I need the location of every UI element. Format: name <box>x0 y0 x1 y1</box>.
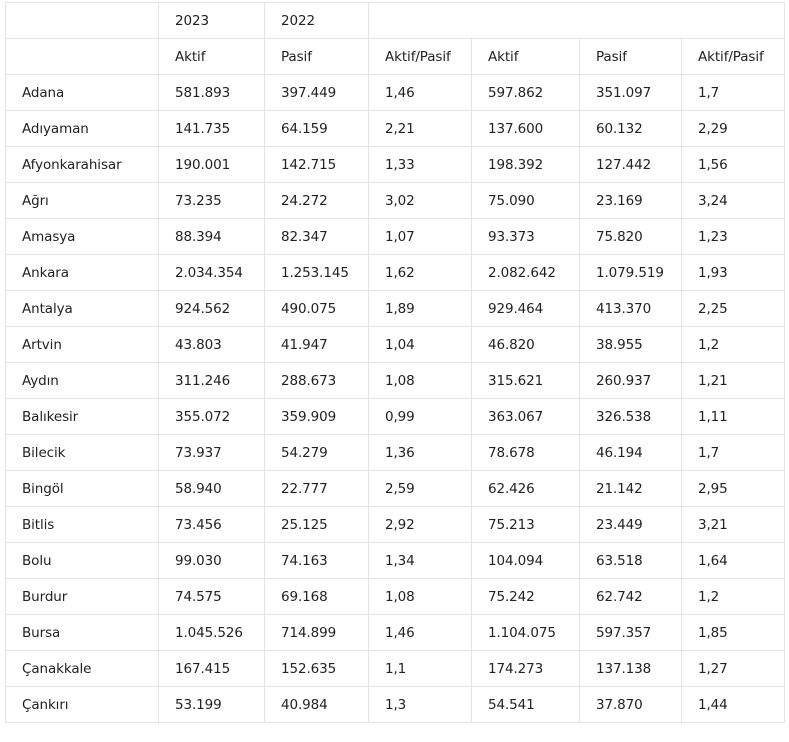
year-2023-header: 2023 <box>159 3 265 39</box>
aktif-2022-cell: 137.600 <box>472 111 580 147</box>
pasif-2023-cell: 41.947 <box>265 327 369 363</box>
ratio-2022-cell: 3,21 <box>682 507 785 543</box>
ratio-2022-cell: 2,95 <box>682 471 785 507</box>
pasif-2023-cell: 69.168 <box>265 579 369 615</box>
ratio-2023-cell: 1,08 <box>369 363 472 399</box>
ratio-2022-cell: 3,24 <box>682 183 785 219</box>
table-row <box>6 327 785 363</box>
ratio-2022-cell: 1,2 <box>682 327 785 363</box>
ratio-2023-cell: 1,33 <box>369 147 472 183</box>
ratio-2023-cell: 2,21 <box>369 111 472 147</box>
column-header: Pasif <box>265 39 369 75</box>
table-row <box>6 219 785 255</box>
aktif-2022-cell: 198.392 <box>472 147 580 183</box>
column-header: Aktif <box>472 39 580 75</box>
aktif-2023-cell: 311.246 <box>159 363 265 399</box>
ratio-2022-cell: 1,7 <box>682 435 785 471</box>
province-cell: Bitlis <box>6 507 159 543</box>
ratio-2022-cell: 2,25 <box>682 291 785 327</box>
pasif-2022-cell: 326.538 <box>580 399 682 435</box>
province-cell: Bursa <box>6 615 159 651</box>
ratio-2022-cell: 1,11 <box>682 399 785 435</box>
aktif-2023-cell: 74.575 <box>159 579 265 615</box>
ratio-2023-cell: 0,99 <box>369 399 472 435</box>
aktif-2022-cell: 1.104.075 <box>472 615 580 651</box>
pasif-2023-cell: 714.899 <box>265 615 369 651</box>
table-row <box>6 291 785 327</box>
province-cell: Ağrı <box>6 183 159 219</box>
pasif-2023-cell: 64.159 <box>265 111 369 147</box>
ratio-2022-cell: 1,7 <box>682 75 785 111</box>
pasif-2022-cell: 413.370 <box>580 291 682 327</box>
table-row <box>6 75 785 111</box>
ratio-2022-cell: 1,85 <box>682 615 785 651</box>
aktif-2022-cell: 597.862 <box>472 75 580 111</box>
table-row <box>6 579 785 615</box>
ratio-2022-cell: 1,27 <box>682 651 785 687</box>
ratio-2022-cell: 2,29 <box>682 111 785 147</box>
year-header-row <box>6 3 785 39</box>
ratio-2023-cell: 1,62 <box>369 255 472 291</box>
ratio-2023-cell: 2,59 <box>369 471 472 507</box>
ratio-2022-cell: 1,2 <box>682 579 785 615</box>
aktif-2022-cell: 75.213 <box>472 507 580 543</box>
ratio-2022-cell: 1,56 <box>682 147 785 183</box>
aktif-2023-cell: 190.001 <box>159 147 265 183</box>
column-header: Pasif <box>580 39 682 75</box>
aktif-2023-cell: 73.937 <box>159 435 265 471</box>
pasif-2022-cell: 75.820 <box>580 219 682 255</box>
aktif-2023-cell: 73.235 <box>159 183 265 219</box>
aktif-2022-cell: 62.426 <box>472 471 580 507</box>
pasif-2023-cell: 1.253.145 <box>265 255 369 291</box>
table-row <box>6 183 785 219</box>
pasif-2023-cell: 74.163 <box>265 543 369 579</box>
aktif-2023-cell: 2.034.354 <box>159 255 265 291</box>
aktif-2022-cell: 104.094 <box>472 543 580 579</box>
ratio-2023-cell: 1,46 <box>369 615 472 651</box>
header-blank-cell <box>6 39 159 75</box>
header-blank-cell <box>369 3 785 39</box>
table-row <box>6 363 785 399</box>
pasif-2022-cell: 127.442 <box>580 147 682 183</box>
aktif-2023-cell: 58.940 <box>159 471 265 507</box>
ratio-2023-cell: 2,92 <box>369 507 472 543</box>
province-cell: Aydın <box>6 363 159 399</box>
pasif-2022-cell: 137.138 <box>580 651 682 687</box>
ratio-2023-cell: 1,04 <box>369 327 472 363</box>
ratio-2023-cell: 1,07 <box>369 219 472 255</box>
table-row <box>6 651 785 687</box>
province-cell: Antalya <box>6 291 159 327</box>
pasif-2022-cell: 23.169 <box>580 183 682 219</box>
province-cell: Ankara <box>6 255 159 291</box>
aktif-2022-cell: 174.273 <box>472 651 580 687</box>
table-row <box>6 435 785 471</box>
aktif-2023-cell: 355.072 <box>159 399 265 435</box>
aktif-2023-cell: 88.394 <box>159 219 265 255</box>
province-cell: Afyonkarahisar <box>6 147 159 183</box>
aktif-2022-cell: 46.820 <box>472 327 580 363</box>
pasif-2022-cell: 38.955 <box>580 327 682 363</box>
table-row <box>6 111 785 147</box>
province-cell: Çankırı <box>6 687 159 723</box>
province-cell: Bolu <box>6 543 159 579</box>
province-cell: Amasya <box>6 219 159 255</box>
aktif-2022-cell: 2.082.642 <box>472 255 580 291</box>
aktif-2022-cell: 929.464 <box>472 291 580 327</box>
pasif-2022-cell: 37.870 <box>580 687 682 723</box>
aktif-2023-cell: 43.803 <box>159 327 265 363</box>
pasif-2022-cell: 23.449 <box>580 507 682 543</box>
province-cell: Artvin <box>6 327 159 363</box>
pasif-2023-cell: 288.673 <box>265 363 369 399</box>
province-cell: Bingöl <box>6 471 159 507</box>
aktif-2022-cell: 75.242 <box>472 579 580 615</box>
aktif-2022-cell: 54.541 <box>472 687 580 723</box>
ratio-2022-cell: 1,93 <box>682 255 785 291</box>
table-row <box>6 471 785 507</box>
ratio-2022-cell: 1,64 <box>682 543 785 579</box>
aktif-2023-cell: 1.045.526 <box>159 615 265 651</box>
column-header-row <box>6 39 785 75</box>
ratio-2023-cell: 1,34 <box>369 543 472 579</box>
aktif-2023-cell: 73.456 <box>159 507 265 543</box>
aktif-2023-cell: 924.562 <box>159 291 265 327</box>
ratio-2023-cell: 1,36 <box>369 435 472 471</box>
pasif-2022-cell: 60.132 <box>580 111 682 147</box>
aktif-2023-cell: 53.199 <box>159 687 265 723</box>
data-table <box>5 2 785 723</box>
aktif-2022-cell: 78.678 <box>472 435 580 471</box>
ratio-2022-cell: 1,21 <box>682 363 785 399</box>
pasif-2023-cell: 82.347 <box>265 219 369 255</box>
ratio-2023-cell: 3,02 <box>369 183 472 219</box>
pasif-2023-cell: 22.777 <box>265 471 369 507</box>
header-blank-cell <box>6 3 159 39</box>
pasif-2022-cell: 62.742 <box>580 579 682 615</box>
ratio-2023-cell: 1,1 <box>369 651 472 687</box>
province-cell: Burdur <box>6 579 159 615</box>
aktif-2022-cell: 75.090 <box>472 183 580 219</box>
table-row <box>6 147 785 183</box>
aktif-2022-cell: 363.067 <box>472 399 580 435</box>
pasif-2023-cell: 40.984 <box>265 687 369 723</box>
table-row <box>6 687 785 723</box>
pasif-2023-cell: 142.715 <box>265 147 369 183</box>
province-cell: Balıkesir <box>6 399 159 435</box>
pasif-2023-cell: 25.125 <box>265 507 369 543</box>
table-row <box>6 399 785 435</box>
table-row <box>6 255 785 291</box>
pasif-2023-cell: 24.272 <box>265 183 369 219</box>
pasif-2023-cell: 54.279 <box>265 435 369 471</box>
ratio-2023-cell: 1,3 <box>369 687 472 723</box>
ratio-2022-cell: 1,23 <box>682 219 785 255</box>
aktif-2023-cell: 99.030 <box>159 543 265 579</box>
aktif-2023-cell: 141.735 <box>159 111 265 147</box>
pasif-2022-cell: 63.518 <box>580 543 682 579</box>
year-2022-header: 2022 <box>265 3 369 39</box>
province-cell: Çanakkale <box>6 651 159 687</box>
pasif-2022-cell: 597.357 <box>580 615 682 651</box>
pasif-2022-cell: 21.142 <box>580 471 682 507</box>
pasif-2022-cell: 46.194 <box>580 435 682 471</box>
province-cell: Bilecik <box>6 435 159 471</box>
ratio-2023-cell: 1,08 <box>369 579 472 615</box>
table-row <box>6 615 785 651</box>
pasif-2023-cell: 152.635 <box>265 651 369 687</box>
province-cell: Adıyaman <box>6 111 159 147</box>
aktif-2022-cell: 315.621 <box>472 363 580 399</box>
table-body <box>6 3 785 723</box>
column-header: Aktif/Pasif <box>682 39 785 75</box>
ratio-2023-cell: 1,46 <box>369 75 472 111</box>
pasif-2023-cell: 397.449 <box>265 75 369 111</box>
pasif-2022-cell: 260.937 <box>580 363 682 399</box>
table-row <box>6 507 785 543</box>
aktif-2022-cell: 93.373 <box>472 219 580 255</box>
pasif-2022-cell: 351.097 <box>580 75 682 111</box>
aktif-2023-cell: 167.415 <box>159 651 265 687</box>
ratio-2023-cell: 1,89 <box>369 291 472 327</box>
table-row <box>6 543 785 579</box>
column-header: Aktif <box>159 39 265 75</box>
aktif-2023-cell: 581.893 <box>159 75 265 111</box>
province-cell: Adana <box>6 75 159 111</box>
pasif-2023-cell: 359.909 <box>265 399 369 435</box>
column-header: Aktif/Pasif <box>369 39 472 75</box>
pasif-2022-cell: 1.079.519 <box>580 255 682 291</box>
ratio-2022-cell: 1,44 <box>682 687 785 723</box>
pasif-2023-cell: 490.075 <box>265 291 369 327</box>
